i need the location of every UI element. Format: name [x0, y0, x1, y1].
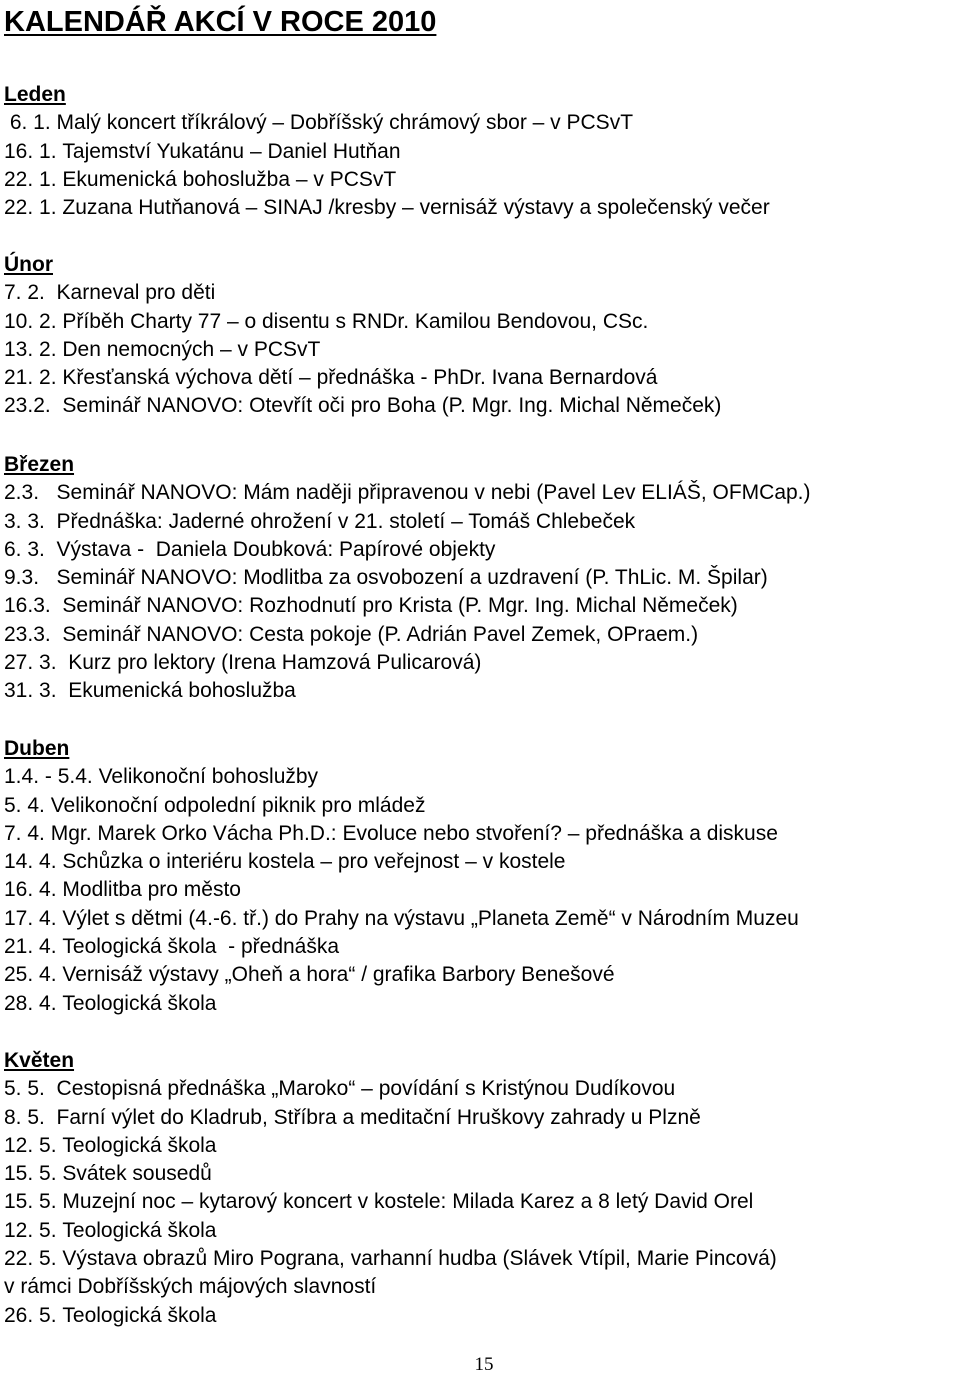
event-text: Malý koncert tříkrálový – Dobříšský chrámový sbor – v PCSvT [56, 111, 634, 135]
event-date: 16. 1. [4, 139, 63, 163]
event-text: Svátek sousedů [62, 1162, 212, 1186]
event-date: 22. 5. [4, 1247, 63, 1271]
event-item [4, 1075, 777, 1103]
event-item [4, 508, 811, 536]
event-text: Přednáška: Jaderné ohrožení v 21. století – Tomáš Chlebeček [56, 509, 636, 533]
event-date: 14. 4. [4, 850, 63, 874]
event-date: 8. 5. [4, 1105, 57, 1129]
event-item [4, 990, 799, 1018]
month-heading: Leden [4, 83, 66, 106]
event-date: 9.3. [4, 566, 57, 590]
event-date: 7. 4. [4, 821, 51, 845]
event-text: Velikonoční odpolední piknik pro mládež [50, 793, 426, 817]
event-date: 7. 2. [4, 281, 57, 305]
event-item [4, 364, 721, 392]
event-text: Den nemocných – v PCSvT [62, 337, 321, 361]
event-item [4, 792, 799, 820]
event-item [4, 1132, 777, 1160]
event-text: Farní výlet do Kladrub, Stříbra a meditační Hruškovy zahrady u Plzně [56, 1105, 701, 1129]
event-date: 23.2. [4, 394, 63, 418]
event-date: 26. 5. [4, 1303, 63, 1327]
event-item [4, 336, 721, 364]
event-item [4, 479, 811, 507]
event-date: 12. 5. [4, 1133, 63, 1157]
event-date: 17. 4. [4, 906, 63, 930]
event-text: Příběh Charty 77 – o disentu s RNDr. Kamilou Bendovou, CSc. [62, 309, 649, 333]
event-date: 6. 3. [4, 537, 57, 561]
month-section-leden [4, 81, 770, 222]
event-item [4, 905, 799, 933]
event-item [4, 1302, 777, 1330]
month-section-unor [4, 251, 721, 421]
event-text: Vernisáž výstavy „Oheň a hora“ / grafika Barbory Benešové [62, 963, 615, 987]
event-date: 21. 4. [4, 935, 63, 959]
event-date: 15. 5. [4, 1190, 63, 1214]
document-title: KALENDÁŘ AKCÍ V ROCE 2010 [4, 6, 437, 38]
event-text: Zuzana Hutňanová – SINAJ /kresby – vernisáž výstavy a společenský večer [62, 196, 770, 220]
event-text: Modlitba pro město [62, 878, 241, 902]
event-date: 25. 4. [4, 963, 63, 987]
page-number: 15 [474, 1354, 494, 1375]
event-item [4, 592, 811, 620]
event-date: 23.3. [4, 622, 63, 646]
event-item [4, 1273, 777, 1301]
event-date: 12. 5. [4, 1218, 63, 1242]
event-text: Seminář NANOVO: Rozhodnutí pro Krista (P. Mgr. Ing. Michal Němeček) [62, 594, 738, 618]
event-date: 13. 2. [4, 337, 63, 361]
event-text: Mgr. Marek Orko Vácha Ph.D.: Evoluce nebo stvoření? – přednáška a diskuse [50, 821, 778, 845]
month-heading: Únor [4, 253, 53, 276]
event-text: v rámci Dobříšských májových slavností [4, 1275, 377, 1299]
event-item [4, 933, 799, 961]
event-date: 22. 1. [4, 196, 63, 220]
event-date: 15. 5. [4, 1162, 63, 1186]
event-item [4, 677, 811, 705]
event-item [4, 1104, 777, 1132]
event-text: Křesťanská výchova dětí – přednáška - PhDr. Ivana Bernardová [62, 366, 658, 390]
event-item [4, 392, 721, 420]
event-text: Teologická škola [62, 1218, 217, 1242]
event-item [4, 961, 799, 989]
event-date: 28. 4. [4, 991, 63, 1015]
event-item [4, 138, 770, 166]
event-date: 5. 4. [4, 793, 51, 817]
event-date: 16. 4. [4, 878, 63, 902]
event-item [4, 1188, 777, 1216]
event-item [4, 1245, 777, 1273]
event-date: 3. 3. [4, 509, 57, 533]
event-text: Seminář NANOVO: Mám naději připravenou v nebi (Pavel Lev ELIÁŠ, OFMCap.) [56, 481, 811, 505]
event-text: Ekumenická bohoslužba – v PCSvT [62, 167, 397, 191]
event-text: Teologická škola - přednáška [62, 935, 340, 959]
event-item [4, 848, 799, 876]
event-item [4, 1217, 777, 1245]
month-section-kveten [4, 1047, 777, 1330]
event-text: Výlet s dětmi (4.-6. tř.) do Prahy na výstavu „Planeta Země“ v Národním Muzeu [62, 906, 799, 930]
event-item [4, 279, 721, 307]
event-date: 2.3. [4, 481, 57, 505]
event-date: 16.3. [4, 594, 63, 618]
event-text: Seminář NANOVO: Cesta pokoje (P. Adrián Pavel Zemek, OPraem.) [62, 622, 699, 646]
event-date: 21. 2. [4, 366, 63, 390]
event-text: Schůzka o interiéru kostela – pro veřejnost – v kostele [62, 850, 566, 874]
event-text: Teologická škola [62, 1133, 217, 1157]
event-item [4, 166, 770, 194]
month-section-brezen [4, 451, 811, 706]
event-text: Kurz pro lektory (Irena Hamzová Pulicarová) [68, 651, 482, 675]
event-item [4, 564, 811, 592]
event-date: 1.4. - 5.4. [4, 765, 99, 789]
event-date: 10. 2. [4, 309, 63, 333]
event-item [4, 1160, 777, 1188]
event-text: Muzejní noc – kytarový koncert v kostele: Milada Karez a 8 letý David Orel [62, 1190, 754, 1214]
event-date: 27. 3. [4, 651, 69, 675]
event-date: 22. 1. [4, 167, 63, 191]
event-item [4, 820, 799, 848]
event-item [4, 536, 811, 564]
month-section-duben [4, 735, 799, 1018]
event-text: Cestopisná přednáška „Maroko“ – povídání s Kristýnou Dudíkovou [56, 1077, 676, 1101]
event-date: 5. 5. [4, 1077, 57, 1101]
event-text: Karneval pro děti [56, 281, 216, 305]
event-item [4, 308, 721, 336]
event-item [4, 763, 799, 791]
event-text: Teologická škola [62, 991, 217, 1015]
event-date: 31. 3. [4, 679, 69, 703]
event-text: Seminář NANOVO: Modlitba za osvobození a uzdravení (P. ThLic. M. Špilar) [56, 566, 768, 590]
month-heading: Květen [4, 1049, 75, 1072]
event-text: Teologická škola [62, 1303, 217, 1327]
event-text: Ekumenická bohoslužba [68, 679, 296, 703]
month-heading: Duben [4, 737, 70, 760]
event-text: Tajemství Yukatánu – Daniel Hutňan [62, 139, 401, 163]
event-date: 6. 1. [4, 111, 57, 135]
event-item [4, 194, 770, 222]
event-item [4, 876, 799, 904]
event-item [4, 109, 770, 137]
event-text: Výstava obrazů Miro Pograna, varhanní hudba (Slávek Vtípil, Marie Pincová) [62, 1247, 777, 1271]
event-text: Výstava - Daniela Doubková: Papírové objekty [56, 537, 496, 561]
event-text: Velikonoční bohoslužby [98, 765, 319, 789]
event-item [4, 621, 811, 649]
event-item [4, 649, 811, 677]
month-heading: Březen [4, 453, 75, 476]
event-text: Seminář NANOVO: Otevřít oči pro Boha (P. Mgr. Ing. Michal Němeček) [62, 394, 722, 418]
